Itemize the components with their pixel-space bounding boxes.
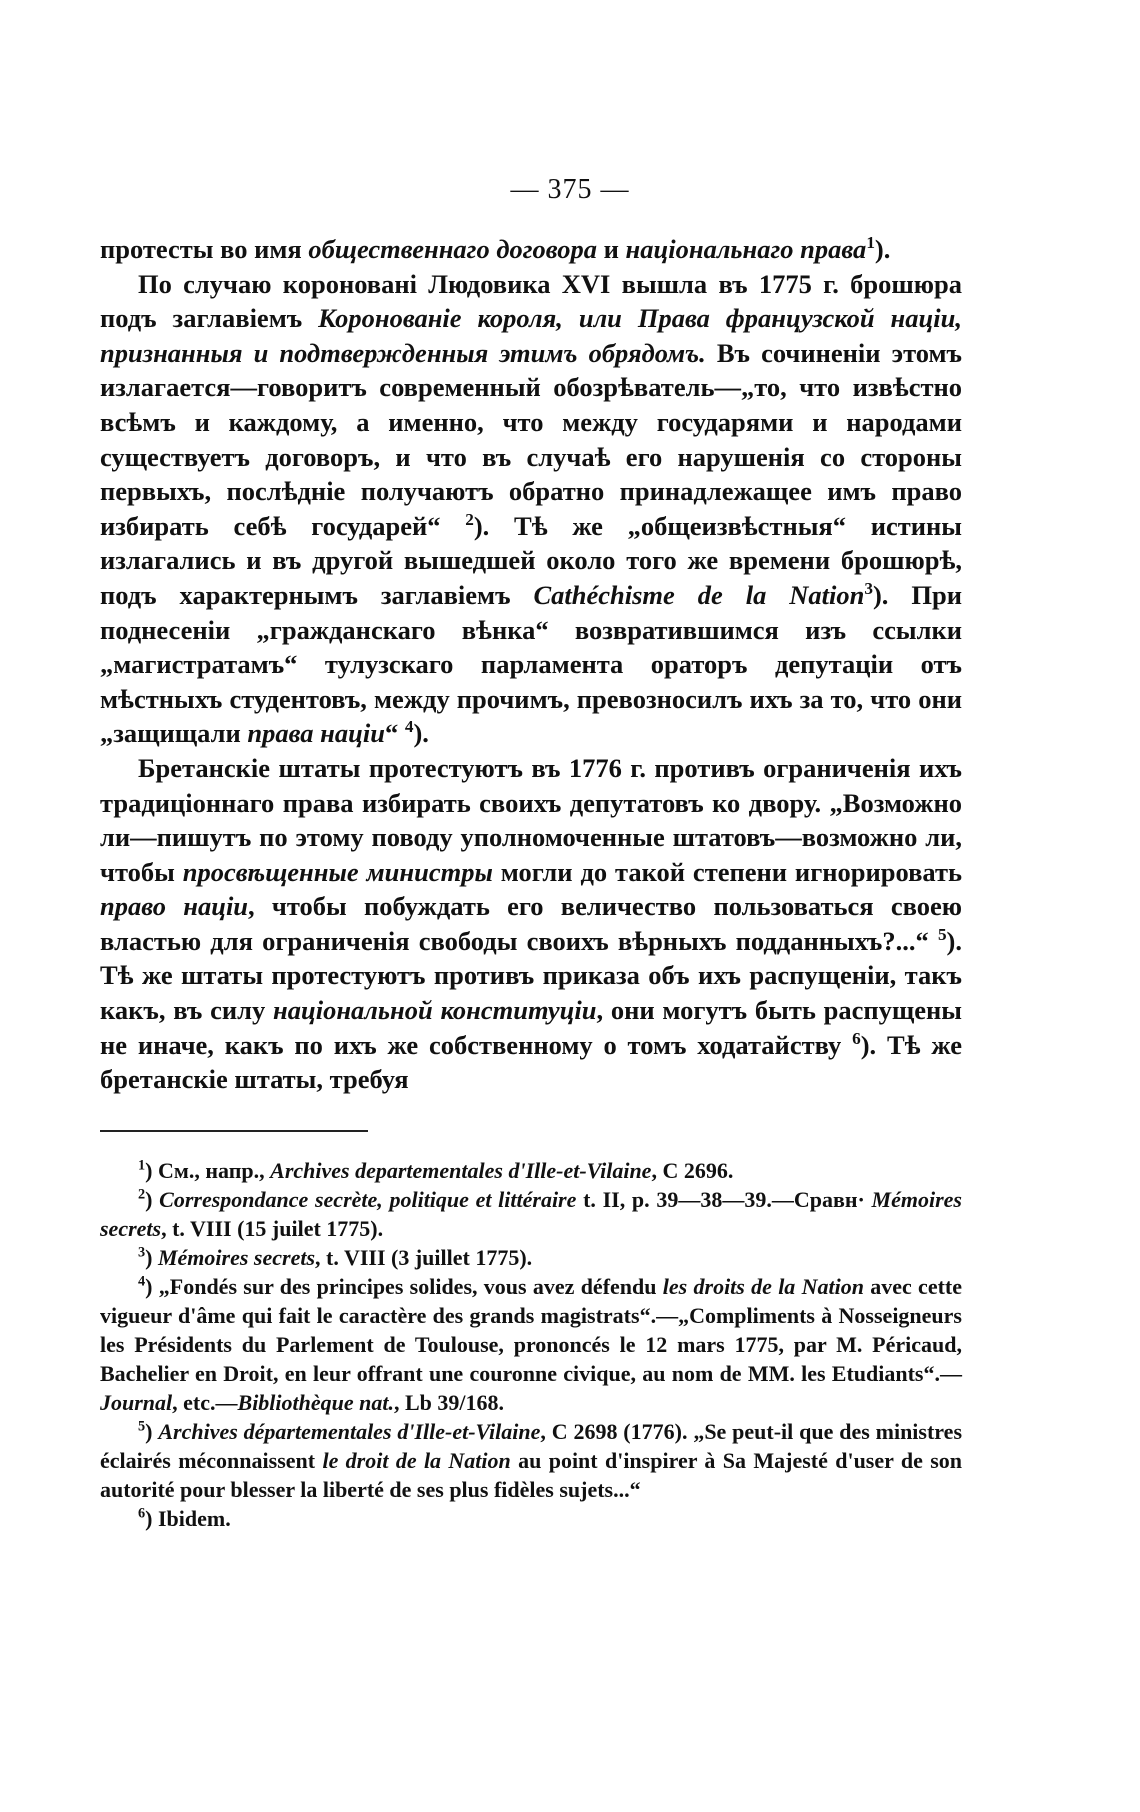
footnote-ref-2: 2 [465,509,474,529]
footnotes [100,1156,962,1533]
paragraph-3: Бретанскіе штаты протестуютъ въ 1776 г. противъ ограниченія ихъ традиціоннаго права избирать своихъ депутатовъ ко двору. „Возможно ли—пишутъ по этому поводу уполномоченные штатовъ—возможно ли, чтобы просвѣщенные министры могли до такой степени игнорировать право націи, чтобы побуждать его величество пользоваться своею властью для ограниченія свободы своихъ вѣрныхъ подданныхъ?...“ $^5$). Тѣ же штаты протестуютъ противъ приказа объ ихъ распущеніи, такъ какъ, въ силу національной конституціи, они могутъ быть распущены не иначе, какъ по ихъ же собственному о томъ ходатайству $^6$). Тѣ же бретанскіе штаты, требуя [100,752,962,1095]
footnote-ref-4: 4 [404,717,414,737]
footnote-ref-1: 1 [866,233,875,253]
page-number: — 375 — [510,174,630,205]
paragraph-2: По случаю короновані Людовика XVI вышла въ 1775 г. брошюра подъ заглавіемъ Коронованіе короля, или Права французской націи, признанныя и подтвержденныя этимъ обрядомъ. Въ сочиненіи этомъ излагается—говоритъ современный обозрѣватель—„то, что извѣстно всѣмъ и каждому, а именно, что между государями и народами существуетъ договоръ, и что въ случаѣ его нарушенія со стороны первыхъ, послѣдніе получаютъ обратно принадлежащее имъ право избирать себѣ государей“ $^2$). Тѣ же „общеизвѣстныя“ истины излагались и въ другой вышедшей около того же времени брошюрѣ, подъ характернымъ заглавіемъ Cathéchisme de la Nation$^3$). При поднесеніи „гражданскаго вѣнка“ возвратившимся изъ ссылки „магистратамъ“ тулузскаго парламента ораторъ депутаціи отъ мѣстныхъ студентовъ, между прочимъ, превозносилъ ихъ за то, что они „защищали права націи“ $^4$). [100,268,962,749]
footnote-ref-3: 3 [864,579,873,599]
footnote-2: $^2$) Correspondance secrète, politique et littéraire t. II, p. 39—38—39.—Сравн· Mémoires secrets, t. VIII (15 juilet 1775). [100,1186,962,1241]
footnote-1: $^1$) См., напр., Archives departementales d'Ille-et-Vilaine, C 2696. [138,1157,734,1183]
main-text [100,232,962,1097]
footnote-5: $^5$) Archives départementales d'Ille-et-Vilaine, C 2698 (1776). „Se peut-il que des ministres éclairés méconnaissent le droit de la Nation au point d'inspirer à Sa Majesté d'user de son autorité pour blesser la liberté de ses plus fidèles sujets...“ [100,1418,963,1502]
footnote-ref-5: 5 [937,925,947,945]
footnote-separator [100,1130,368,1132]
footnote-4: $^4$) „Fondés sur des principes solides, vous avez défendu les droits de la Nation avec cette vigueur d'âme qui fait le caractère des grands magistrats“.—„Compliments à Nosseigneurs les Présidents du Parlement de Toulouse, prononcés le 12 mars 1775, par M. Péricaud, Bachelier en Droit, en leur offrant une couronne civique, au nom de MM. les Etudiants“.—Journal, etc.—Bibliothèque nat., Lb 39/168. [100,1273,963,1415]
paragraph-1: протесты во имя общественнаго договора и національнаго права$^1$). [100,233,891,264]
footnote-6: $^6$) Ibidem. [138,1505,231,1531]
footnote-3: $^3$) Mémoires secrets, t. VIII (3 juillet 1775). [138,1244,533,1270]
footnote-ref-6: 6 [852,1028,861,1048]
